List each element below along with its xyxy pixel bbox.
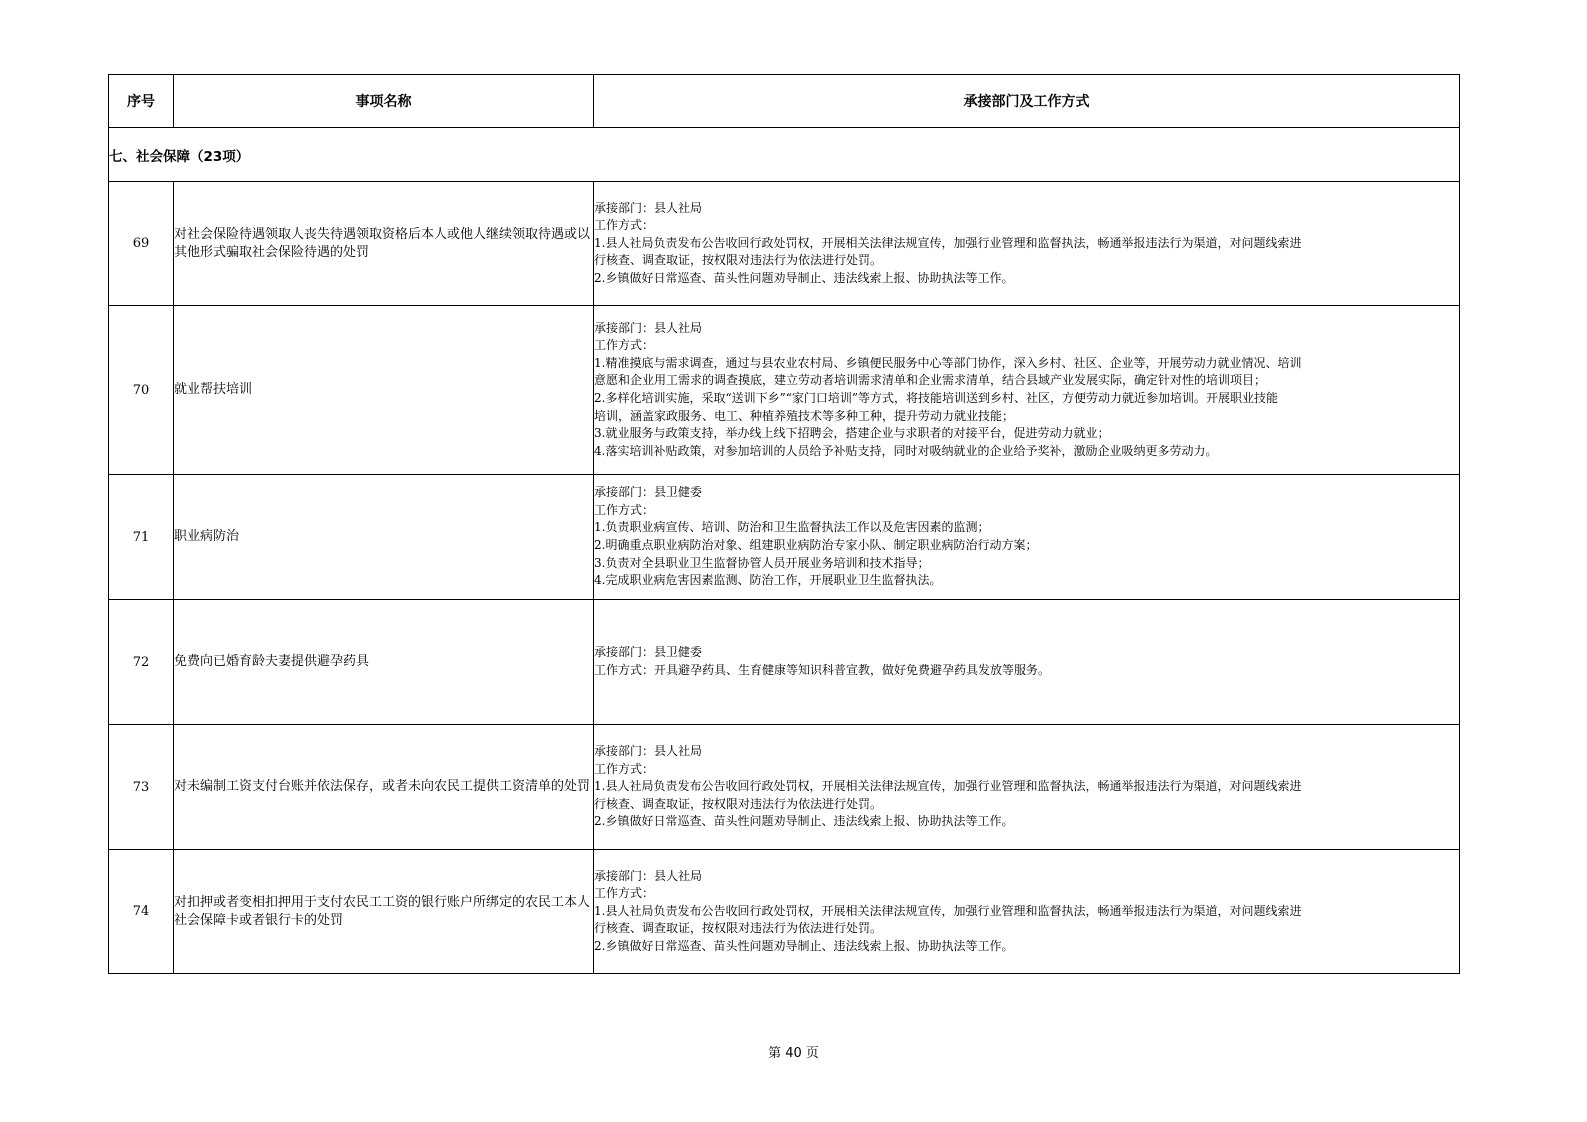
table-body: [109, 128, 1460, 974]
detail-line: 1.县人社局负责发布公告收回行政处罚权，开展相关法律法规宣传，加强行业管理和监督执法，畅通举报违法行为渠道，对问题线索进: [594, 235, 1302, 250]
row-department-method: [594, 182, 1460, 306]
detail-line: 意愿和企业用工需求的调查摸底，建立劳动者培训需求清单和企业需求清单，结合县域产业发展实际，确定针对性的培训项目；: [594, 373, 1267, 388]
row-serial-number: 71: [109, 475, 174, 600]
detail-line: 培训，涵盖家政服务、电工、种植养殖技术等多种工种，提升劳动力就业技能；: [594, 408, 1015, 423]
detail-line: 2.多样化培训实施，采取“送训下乡”“家门口培训”等方式，将技能培训送到乡村、社区，方便劳动力就近参加培训。开展职业技能: [594, 391, 1278, 405]
detail-line: 工作方式：: [594, 338, 655, 353]
table-row: [109, 475, 1460, 600]
row-item-name: 免费向已婚育龄夫妻提供避孕药具: [174, 600, 594, 725]
detail-line: 3.负责对全县职业卫生监督协管人员开展业务培训和技术指导；: [594, 555, 930, 570]
header-department-method: 承接部门及工作方式: [594, 75, 1460, 128]
detail-line: 1.精准摸底与需求调查，通过与县农业农村局、乡镇便民服务中心等部门协作，深入乡村、社区、企业等，开展劳动力就业情况、培训: [594, 355, 1302, 370]
row-serial-number: 72: [109, 600, 174, 725]
row-item-name: 对扣押或者变相扣押用于支付农民工工资的银行账户所绑定的农民工本人社会保障卡或者银行卡的处罚: [174, 850, 594, 974]
detail-line: 4.落实培训补贴政策，对参加培训的人员给予补贴支持，同时对吸纳就业的企业给予奖补，激励企业吸纳更多劳动力。: [594, 443, 1218, 458]
detail-line: 2.乡镇做好日常巡查、苗头性问题劝导制止、违法线索上报、协助执法等工作。: [594, 814, 1014, 829]
row-item-name: 对未编制工资支付台账并依法保存，或者未向农民工提供工资清单的处罚: [174, 725, 594, 850]
detail-line: 承接部门：县卫健委: [594, 485, 703, 500]
row-serial-number: 73: [109, 725, 174, 850]
detail-line: 4.完成职业病危害因素监测、防治工作，开展职业卫生监督执法。: [594, 573, 942, 588]
row-department-method: [594, 600, 1460, 725]
detail-line: 2.乡镇做好日常巡查、苗头性问题劝导制止、违法线索上报、协助执法等工作。: [594, 270, 1014, 285]
detail-line: 工作方式：: [594, 218, 655, 233]
detail-line: 承接部门：县人社局: [594, 320, 703, 335]
row-department-method: [594, 475, 1460, 600]
row-department-method: [594, 850, 1460, 974]
header-serial-number: 序号: [109, 75, 174, 128]
detail-line: 行核查、调查取证，按权限对违法行为依法进行处罚。: [594, 253, 883, 268]
detail-line: 1.负责职业病宣传、培训、防治和卫生监督执法工作以及危害因素的监测；: [594, 520, 990, 535]
header-item-name: 事项名称: [174, 75, 594, 128]
detail-line: 3.就业服务与政策支持，举办线上线下招聘会，搭建企业与求职者的对接平台，促进劳动力就业；: [594, 426, 1110, 441]
detail-line: 行核查、调查取证，按权限对违法行为依法进行处罚。: [594, 796, 883, 811]
row-serial-number: 70: [109, 306, 174, 475]
row-item-name: 对社会保险待遇领取人丧失待遇领取资格后本人或他人继续领取待遇或以其他形式骗取社会保险待遇的处罚: [174, 182, 594, 306]
table-row: [109, 182, 1460, 306]
row-item-name: 职业病防治: [174, 475, 594, 600]
detail-line: 2.乡镇做好日常巡查、苗头性问题劝导制止、违法线索上报、协助执法等工作。: [594, 938, 1014, 953]
detail-line: 承接部门：县卫健委: [594, 645, 703, 660]
page-number: 第 40 页: [768, 1046, 819, 1061]
table-row: [109, 306, 1460, 475]
detail-line: 行核查、调查取证，按权限对违法行为依法进行处罚。: [594, 921, 883, 936]
detail-line: 承接部门：县人社局: [594, 200, 703, 215]
row-serial-number: 69: [109, 182, 174, 306]
detail-line: 1.县人社局负责发布公告收回行政处罚权，开展相关法律法规宣传，加强行业管理和监督执法，畅通举报违法行为渠道，对问题线索进: [594, 779, 1302, 794]
detail-line: 2.明确重点职业病防治对象、组建职业病防治专家小队、制定职业病防治行动方案；: [594, 538, 1038, 552]
detail-line: 工作方式：开具避孕药具、生育健康等知识科普宣教，做好免费避孕药具发放等服务。: [594, 663, 1051, 677]
detail-line: 承接部门：县人社局: [594, 868, 703, 883]
row-serial-number: 74: [109, 850, 174, 974]
table-header-row: [109, 75, 1460, 128]
row-department-method: [594, 306, 1460, 475]
table-row: [109, 725, 1460, 850]
table-row: [109, 850, 1460, 974]
row-item-name: 就业帮扶培训: [174, 306, 594, 475]
section-title: 七、社会保障（23项）: [109, 128, 1460, 182]
row-department-method: [594, 725, 1460, 850]
detail-line: 工作方式：: [594, 886, 655, 901]
detail-line: 承接部门：县人社局: [594, 744, 703, 759]
section-row: [109, 128, 1460, 182]
table-row: [109, 600, 1460, 725]
detail-line: 工作方式：: [594, 761, 655, 776]
matters-table: [108, 74, 1460, 974]
detail-line: 工作方式：: [594, 502, 655, 517]
detail-line: 1.县人社局负责发布公告收回行政处罚权，开展相关法律法规宣传，加强行业管理和监督执法，畅通举报违法行为渠道，对问题线索进: [594, 903, 1302, 918]
